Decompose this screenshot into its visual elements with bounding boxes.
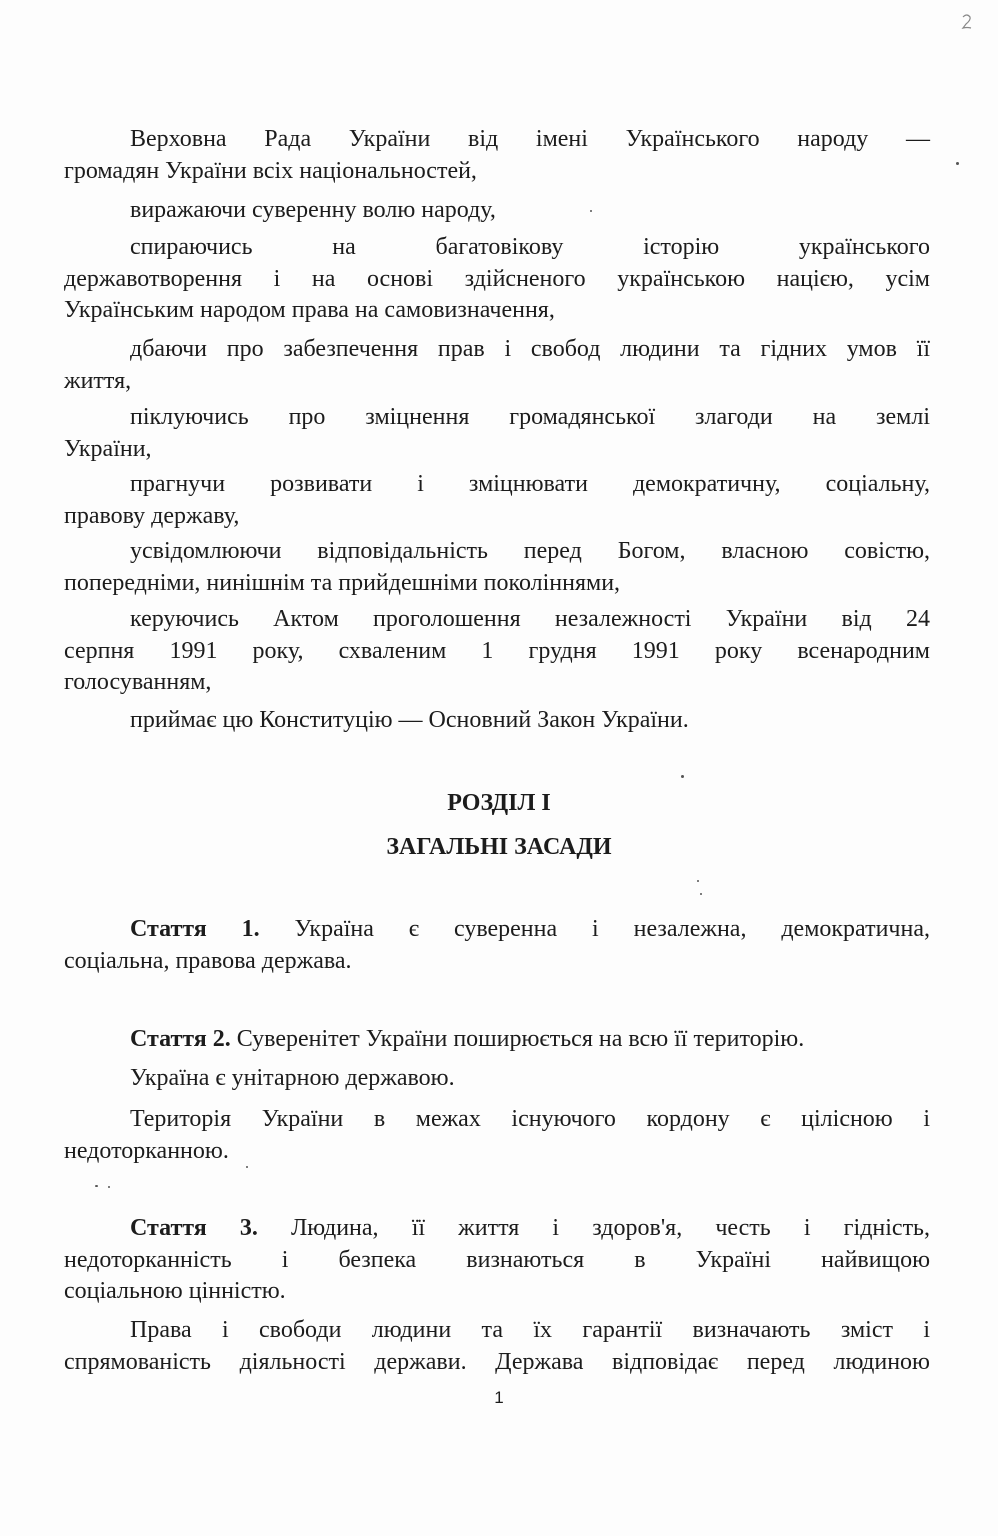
preamble-paragraph-3 bbox=[64, 232, 930, 327]
section-title: ЗАГАЛЬНІ ЗАСАДИ bbox=[386, 834, 612, 860]
preamble-paragraph-6 bbox=[64, 469, 930, 532]
text-line: прагнучи розвивати і зміцнювати демократичну, соціальну, bbox=[130, 471, 930, 497]
preamble-paragraph-7 bbox=[64, 536, 930, 599]
text-line: Територія України в межах існуючого кордону є цілісною і bbox=[130, 1106, 930, 1132]
scan-speck bbox=[246, 1166, 248, 1168]
text-line: попередніми, нинішнім та прийдешніми поколіннями, bbox=[64, 569, 621, 596]
text-line: Українським народом права на самовизначення, bbox=[64, 297, 555, 323]
article-text: Людина, її життя і здоров'я, честь і гідність, bbox=[257, 1215, 931, 1241]
text-line: Права і свободи людини та їх гарантії визначають зміст і bbox=[130, 1317, 930, 1343]
article-text: Суверенітет України поширюється на всю її територію. bbox=[230, 1026, 805, 1052]
preamble-paragraph-8 bbox=[64, 604, 930, 699]
article-text: Україна є суверенна і незалежна, демократична, bbox=[259, 916, 930, 942]
text-line: голосуванням, bbox=[64, 669, 212, 695]
article-label: Стаття 1. bbox=[130, 916, 260, 942]
article-1 bbox=[64, 914, 930, 977]
text-line: життя, bbox=[64, 367, 132, 394]
text-line: піклуючись про зміцнення громадянської злагоди на землі bbox=[130, 404, 930, 430]
preamble-paragraph-1 bbox=[64, 124, 930, 187]
article-3 bbox=[64, 1213, 930, 1308]
preamble-paragraph-4 bbox=[64, 334, 930, 397]
text-line: виражаючи суверенну волю народу, bbox=[130, 197, 496, 223]
text-line: серпня 1991 року, схваленим 1 грудня 1991 року всенародним bbox=[64, 637, 930, 664]
article-2-paragraph-3 bbox=[64, 1104, 930, 1167]
article-2 bbox=[64, 1024, 930, 1056]
text-line bbox=[64, 914, 930, 946]
text-line: спрямованість діяльності держави. Держава відповідає перед людиною bbox=[64, 1348, 930, 1375]
article-3-paragraph-2 bbox=[64, 1315, 930, 1378]
scan-speck bbox=[590, 210, 592, 212]
text-line: керуючись Актом проголошення незалежності України від 24 bbox=[130, 606, 930, 632]
text-line: соціальною цінністю. bbox=[64, 1278, 286, 1304]
text-line: правову державу, bbox=[64, 502, 240, 529]
scan-speck bbox=[697, 880, 699, 882]
text-line: недоторканність і безпека визнаються в Україні найвищою bbox=[64, 1246, 930, 1273]
preamble-paragraph-9 bbox=[64, 705, 930, 737]
text-line: дбаючи про забезпечення прав і свобод людини та гідних умов її bbox=[130, 336, 930, 362]
article-2-paragraph-2 bbox=[64, 1063, 930, 1095]
text-line bbox=[64, 1024, 930, 1056]
scan-speck bbox=[108, 1186, 110, 1188]
text-line: України, bbox=[64, 435, 152, 462]
text-line: державотворення і на основі здійсненого українською нацією, усім bbox=[64, 265, 930, 292]
page-number: 1 bbox=[494, 1388, 504, 1407]
text-line: громадян України всіх національностей, bbox=[64, 157, 477, 184]
preamble-paragraph-2 bbox=[64, 195, 930, 227]
text-line: Верховна Рада України від імені Українського народу — bbox=[130, 126, 930, 152]
article-label: Стаття 3. bbox=[130, 1215, 258, 1241]
text-line: Україна є унітарною державою. bbox=[130, 1065, 455, 1091]
preamble-paragraph-5 bbox=[64, 402, 930, 465]
scan-speck bbox=[95, 1185, 98, 1187]
handwritten-mark bbox=[960, 12, 974, 34]
text-line bbox=[64, 1213, 930, 1245]
article-label: Стаття 2. bbox=[130, 1026, 231, 1052]
text-line: усвідомлюючи відповідальність перед Богом, власною совістю, bbox=[130, 538, 930, 564]
scan-speck bbox=[681, 775, 684, 778]
section-number: РОЗДІЛ І bbox=[447, 790, 551, 816]
scan-speck bbox=[956, 162, 959, 165]
scan-speck bbox=[700, 893, 702, 895]
text-line: спираючись на багатовікову історію українського bbox=[130, 234, 930, 260]
text-line: приймає цю Конституцію — Основний Закон України. bbox=[130, 707, 689, 733]
text-line: недоторканною. bbox=[64, 1137, 229, 1164]
text-line: соціальна, правова держава. bbox=[64, 947, 352, 974]
